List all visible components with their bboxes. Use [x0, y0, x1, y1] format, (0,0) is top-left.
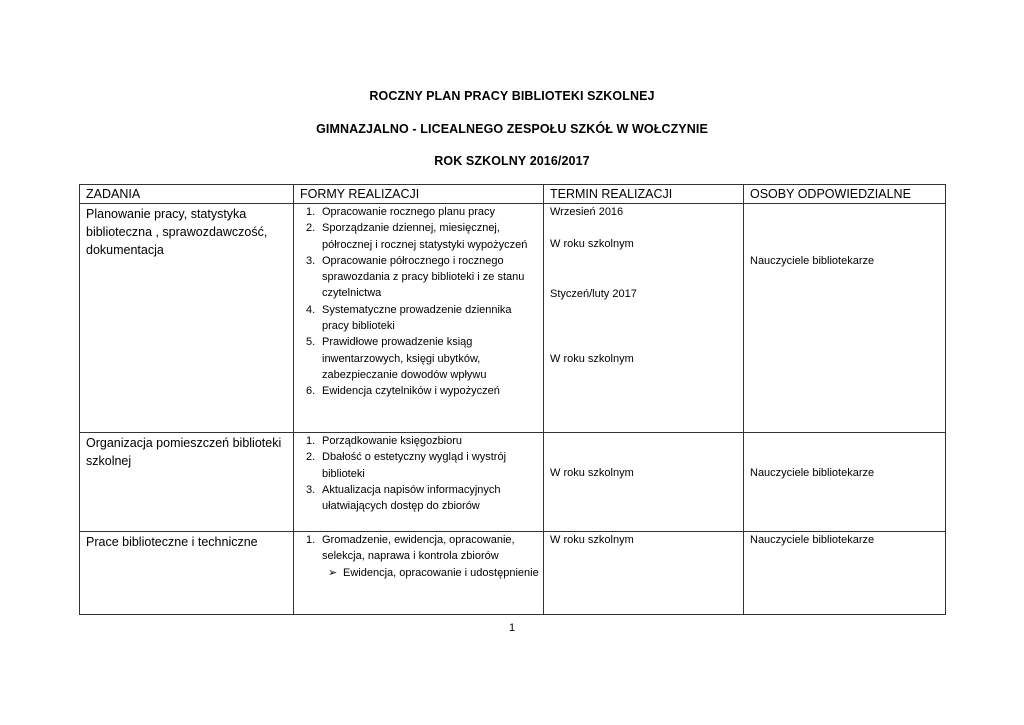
- responsible-cell: [744, 532, 946, 615]
- form-item: 5. Prawidłowe prowadzenie ksiąg inwentarzowych, księgi ubytków, zabezpieczanie dowodów wpływu: [306, 336, 487, 381]
- form-subitem: ➢ Ewidencja, opracowanie i udostępnienie: [300, 565, 539, 581]
- term-cell: [544, 532, 744, 615]
- task-cell: Planowanie pracy, statystyka biblioteczna , sprawozdawczość, dokumentacja: [80, 204, 294, 433]
- header-responsible: OSOBY ODPOWIEDZIALNE: [744, 185, 946, 204]
- responsible-cell: [744, 204, 946, 433]
- forms-cell: [294, 532, 544, 615]
- page-number: 1: [508, 622, 516, 634]
- table-header-row: [80, 185, 946, 204]
- forms-cell: [294, 204, 544, 433]
- responsible-text: Nauczyciele bibliotekarze: [750, 534, 875, 546]
- header-term: TERMIN REALIZACJI: [544, 185, 744, 204]
- document-title: ROCZNY PLAN PRACY BIBLIOTEKI SZKOLNEJ: [369, 89, 655, 103]
- term-cell: [544, 433, 744, 532]
- header-forms: FORMY REALIZACJI: [294, 185, 544, 204]
- form-item: 1. Opracowanie rocznego planu pracy: [306, 206, 496, 218]
- form-item: 1. Porządkowanie księgozbioru: [306, 435, 463, 447]
- task-cell: Prace biblioteczne i techniczne: [80, 532, 294, 615]
- term-cell: [544, 204, 744, 433]
- task-cell: Organizacja pomieszczeń biblioteki szkolnej: [80, 433, 294, 532]
- form-item: 2. Dbałość o estetyczny wygląd i wystrój biblioteki: [306, 451, 507, 480]
- responsible-text: Nauczyciele bibliotekarze: [750, 467, 875, 479]
- term-text: Styczeń/luty 2017: [550, 288, 637, 300]
- responsible-cell: [744, 433, 946, 532]
- table-row: [80, 532, 946, 615]
- term-text: Wrzesień 2016: [550, 206, 624, 218]
- header-tasks: ZADANIA: [80, 185, 294, 204]
- forms-cell: [294, 433, 544, 532]
- form-item: 2. Sporządzanie dziennej, miesięcznej, półrocznej i rocznej statystyki wypożyczeń: [306, 222, 528, 251]
- table-row: [80, 433, 946, 532]
- form-item: 6. Ewidencja czytelników i wypożyczeń: [306, 385, 500, 398]
- term-text: W roku szkolnym: [550, 238, 634, 250]
- plan-table: [79, 184, 946, 615]
- term-text: W roku szkolnym: [550, 353, 634, 365]
- form-item: 3. Opracowanie półrocznego i rocznego sprawozdania z pracy biblioteki i ze stanu czytelnictwa: [306, 254, 525, 300]
- form-item: 3. Aktualizacja napisów informacyjnych ułatwiających dostęp do zbiorów: [306, 483, 501, 513]
- document-subtitle: GIMNAZJALNO - LICEALNEGO ZESPOŁU SZKÓŁ W WOŁCZYNIE: [316, 122, 708, 136]
- form-item: 1. Gromadzenie, ewidencja, opracowanie, selekcja, naprawa i kontrola zbiorów: [306, 534, 515, 563]
- form-item: 4. Systematyczne prowadzenie dziennika pracy biblioteki: [306, 303, 512, 333]
- term-text: W roku szkolnym: [550, 534, 634, 546]
- school-year: ROK SZKOLNY 2016/2017: [434, 154, 590, 168]
- table-row: [80, 204, 946, 433]
- arrow-bullet-icon: ➢: [328, 566, 338, 579]
- responsible-text: Nauczyciele bibliotekarze: [750, 255, 875, 267]
- term-text: W roku szkolnym: [550, 467, 634, 479]
